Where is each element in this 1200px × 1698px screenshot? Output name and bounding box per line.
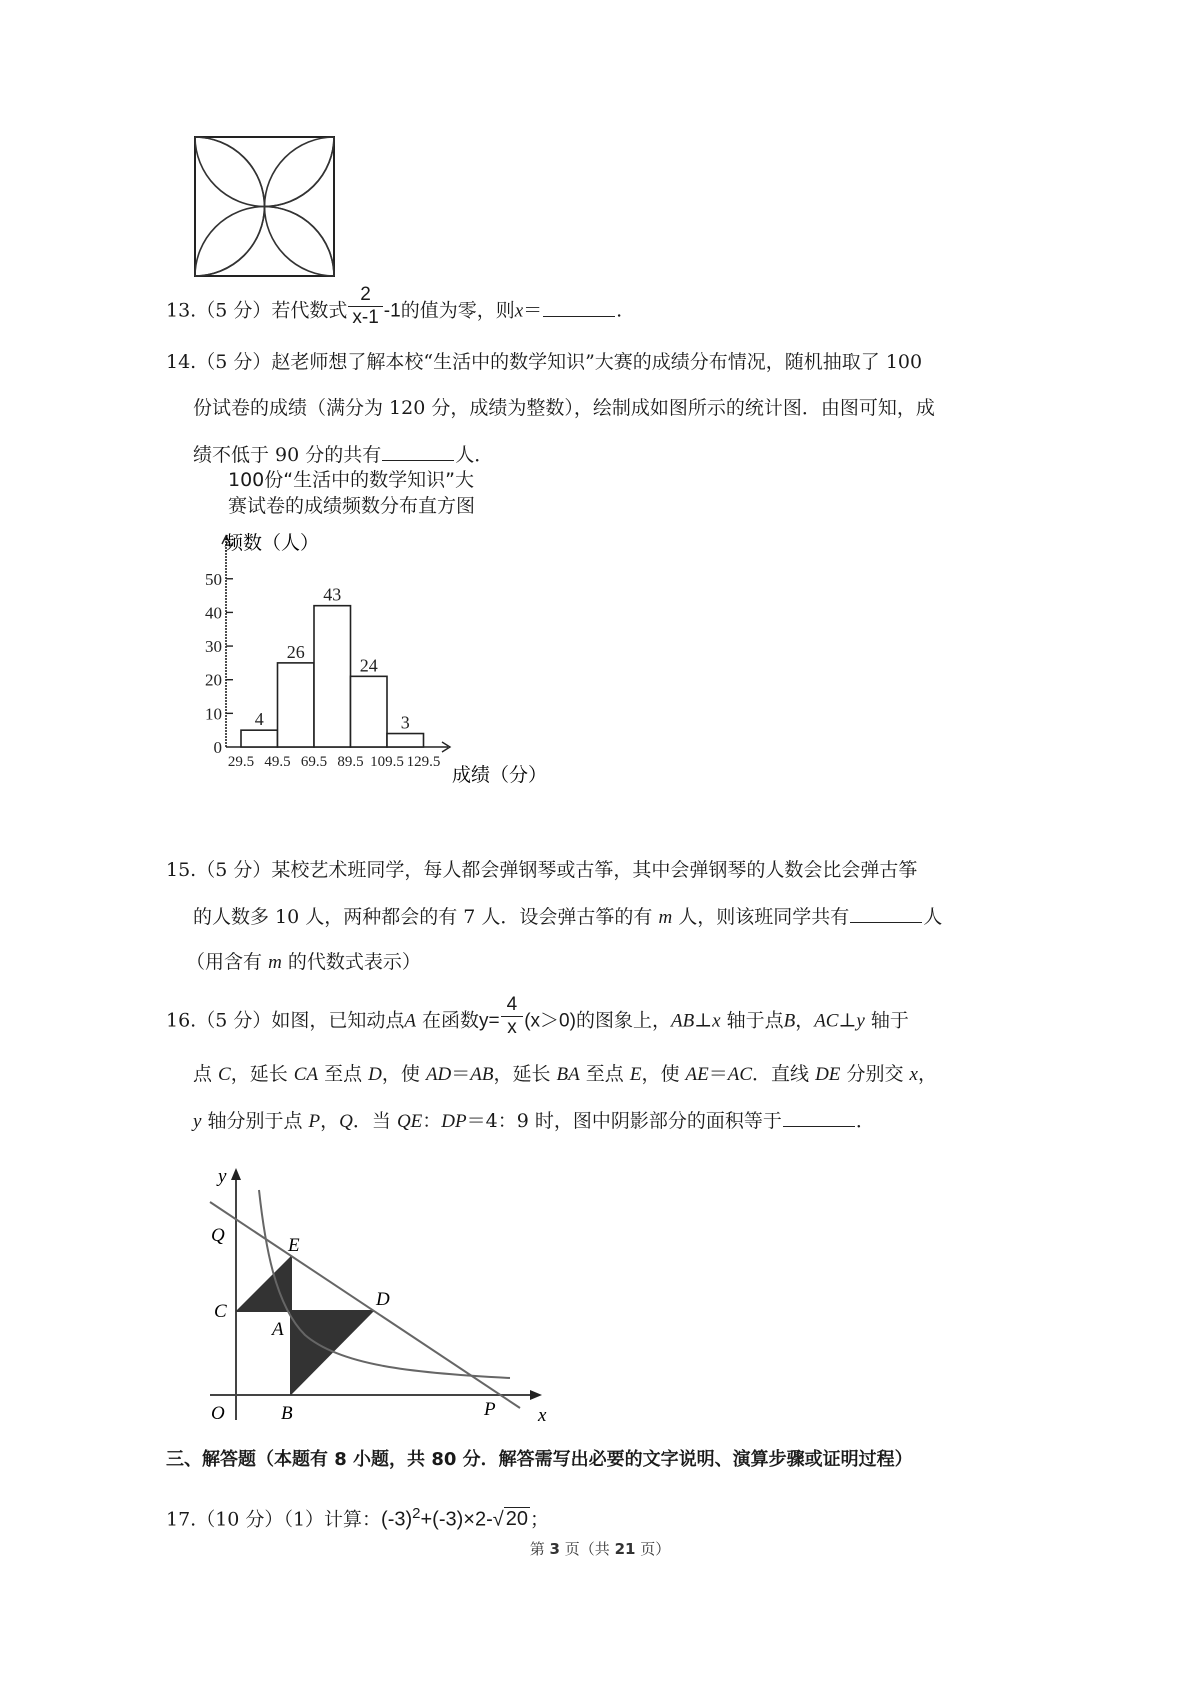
q14-answer-blank[interactable] [382, 442, 454, 461]
q13-number: 13. [166, 299, 197, 322]
label-y: y [218, 1166, 227, 1187]
question-16-line-2 [193, 1062, 937, 1087]
y-tick-label: 30 [205, 637, 222, 657]
q16-text-segment: ＝ [451, 1063, 471, 1085]
histogram-bar [314, 606, 351, 747]
histogram-bar [351, 676, 388, 747]
q16-text-segment: AB [470, 1064, 494, 1085]
q16-l1-i: ， [795, 1009, 815, 1032]
q13-end: . [616, 299, 623, 322]
q16-geometry-figure [190, 1165, 560, 1435]
bar-value-label: 24 [359, 655, 378, 676]
q16-func-cond: (x＞0) [524, 1010, 576, 1032]
q15-line2-a: 的人数多 10 人，两种都会的有 7 人．设会弹古筝的有 [193, 906, 653, 928]
x-tick-label: 29.5 [227, 754, 255, 770]
q17-number: 17. [166, 1508, 197, 1531]
petal-arc [195, 137, 265, 207]
q14-line2: 份试卷的成绩（满分为 120 分，成绩为整数），绘制成如图所示的统计图．由图可知，成 [193, 397, 935, 419]
q16-text-segment: 至点 [579, 1063, 630, 1085]
section-3-title-text: 三、解答题（本题有 8 小题，共 80 分．解答需写出必要的文字说明、演算步骤或证明过程） [166, 1449, 913, 1470]
footer-suffix: 页） [640, 1540, 671, 1558]
chart-title-line-1: 100份“生活中的数学知识”大 [228, 469, 474, 491]
label-p: P [484, 1399, 496, 1420]
petal-arc [265, 137, 335, 207]
q13-score: （5 分） [196, 299, 272, 322]
q16-text-segment: AE [685, 1064, 709, 1085]
petal-arc [195, 137, 265, 207]
footer-total: 21 [614, 1540, 636, 1558]
q16-text-segment: DP [441, 1111, 467, 1132]
q16-l1-g: 轴于点 [726, 1009, 784, 1032]
q16-point-a: A [404, 1010, 416, 1032]
q15-var-m: m [658, 907, 673, 928]
y-tick-label: 0 [213, 738, 222, 757]
question-14-line-1 [166, 350, 922, 374]
q15-line3-a: （用含有 [186, 951, 263, 973]
petal-arc [265, 207, 335, 277]
q16-text-segment: C [218, 1064, 231, 1085]
petal-square-figure [194, 136, 336, 278]
chart-title-line-2: 赛试卷的成绩频数分布直方图 [228, 495, 476, 517]
q13-eq: ＝ [523, 299, 543, 322]
label-x: x [538, 1405, 547, 1426]
q16-text-segment: ．直线 [752, 1063, 816, 1085]
q14-number: 14. [166, 351, 197, 373]
footer-prefix: 第 [529, 1540, 545, 1558]
question-15-line-2 [193, 904, 942, 930]
q16-l1-e: ⊥ [694, 1009, 713, 1032]
page-footer [0, 1538, 1200, 1559]
q15-score: （5 分） [196, 859, 272, 881]
q16-l1-l: y [856, 1010, 865, 1032]
q16-text-segment: AD [425, 1064, 452, 1085]
q16-func-den: x [507, 1017, 517, 1038]
q13-answer-blank[interactable] [543, 298, 615, 317]
y-axis-label: 频数（人） [224, 533, 320, 554]
q16-l1-a: 如图，已知动点 [271, 1009, 405, 1032]
label-q: Q [211, 1225, 225, 1246]
q16-text-segment: ： [422, 1110, 442, 1132]
petal-arc [265, 137, 335, 207]
bar-value-label: 43 [323, 584, 342, 605]
q17-expr-a: (-3) [381, 1508, 413, 1531]
q17-expr-end: ； [529, 1508, 549, 1531]
label-e: E [288, 1235, 300, 1256]
q15-line1: 某校艺术班同学，每人都会弹钢琴或古筝，其中会弹钢琴的人数会比会弹古筝 [271, 859, 918, 881]
q13-text-before: 若代数式 [271, 299, 348, 322]
q16-l1-c: 的图象上， [575, 1009, 671, 1032]
q16-text-segment: 点 [193, 1063, 219, 1085]
x-axis-label: 成绩（分） [452, 765, 548, 786]
q14-line3-after: 人． [455, 444, 494, 466]
label-a: A [272, 1319, 284, 1340]
x-axis-arrow-icon [530, 1390, 542, 1400]
q16-number: 16. [166, 1009, 197, 1032]
q15-line3-b: 的代数式表示） [287, 951, 421, 973]
x-tick-label: 89.5 [337, 754, 364, 770]
q16-text-segment: DE [815, 1064, 841, 1085]
q16-text-segment: ＝ [708, 1063, 728, 1085]
label-c: C [214, 1301, 227, 1322]
shaded-triangle-abd [291, 1311, 374, 1395]
q16-text-segment: ．当 [352, 1110, 397, 1132]
q13-frac-den: x-1 [352, 307, 379, 328]
q13-minus-one: -1 [383, 300, 401, 322]
y-tick-label: 20 [205, 670, 222, 690]
y-tick-label: 50 [205, 569, 222, 589]
question-15-line-3 [186, 950, 421, 975]
q13-var: x [514, 300, 524, 322]
q15-number: 15. [166, 859, 197, 881]
q16-func-fraction [501, 994, 524, 1039]
q16-func-num: 4 [501, 994, 524, 1017]
x-tick-label: 129.5 [406, 754, 441, 770]
question-17 [166, 1502, 549, 1531]
q16-text-segment: BA [556, 1064, 580, 1085]
q16-text-segment: ， [917, 1063, 937, 1085]
q16-l1-f: x [712, 1010, 721, 1032]
q16-text-segment: AC [727, 1064, 753, 1085]
histogram-bar [241, 730, 278, 747]
x-tick-label: 109.5 [370, 754, 404, 770]
q16-text-segment: D [368, 1064, 382, 1085]
y-tick-label: 10 [205, 704, 222, 724]
q16-text-segment: 至点 [318, 1063, 369, 1085]
petal-arc [265, 207, 335, 277]
q17-expr-b: +(-3)×2- [420, 1508, 493, 1531]
section-3-title [166, 1448, 913, 1472]
q16-text-segment: x [909, 1064, 918, 1085]
q15-line2-c: 人 [923, 906, 943, 928]
q16-text-segment: y [193, 1111, 202, 1132]
q16-l1-h: B [783, 1010, 796, 1032]
petal-arc [195, 207, 265, 277]
q17-expr-exp: 2 [412, 1505, 421, 1522]
q17-score: （10 分） [196, 1508, 284, 1531]
question-14-line-3 [193, 442, 493, 467]
q16-text-segment: ＝4：9 时，图中阴影部分的面积等于 [466, 1110, 782, 1132]
y-axis-arrow-icon [231, 1168, 241, 1180]
q16-answer-blank[interactable] [783, 1108, 855, 1127]
q17-part: （1）计算： [283, 1508, 382, 1531]
q16-text-segment: CA [293, 1064, 319, 1085]
q16-text-segment: QE [396, 1111, 423, 1132]
q16-text-segment: 轴分别于点 [201, 1110, 309, 1132]
q15-answer-blank[interactable] [850, 904, 922, 923]
label-d: D [376, 1289, 390, 1310]
q16-text-segment: ，延长 [230, 1063, 294, 1085]
q13-fraction [348, 284, 382, 329]
question-15-line-1 [166, 858, 917, 882]
q13-text-after: 的值为零，则 [400, 299, 515, 322]
q16-text-segment: 分别交 [840, 1063, 910, 1085]
footer-mid: 页（共 [564, 1540, 610, 1558]
q14-line1: 赵老师想了解本校“生活中的数学知识”大赛的成绩分布情况，随机抽取了 100 [271, 351, 923, 373]
histogram-bar [387, 734, 424, 747]
q16-l1-j: AC [814, 1010, 839, 1032]
y-tick-label: 40 [205, 603, 222, 623]
q16-text-segment: ，使 [381, 1063, 426, 1085]
bar-value-label: 26 [286, 641, 305, 662]
question-13 [166, 284, 623, 329]
q16-score: （5 分） [196, 1009, 272, 1032]
q13-frac-num: 2 [348, 284, 382, 307]
q16-line3-end: ． [855, 1110, 875, 1132]
label-o: O [211, 1403, 225, 1424]
q16-text-segment: E [629, 1064, 642, 1085]
q16-text-segment: ，延长 [493, 1063, 557, 1085]
footer-page: 3 [549, 1540, 560, 1558]
q14-score: （5 分） [196, 351, 272, 373]
q16-l1-b: 在函数 [422, 1009, 480, 1032]
q16-l1-k: ⊥ [838, 1009, 857, 1032]
q16-l1-m: 轴于 [870, 1009, 909, 1032]
label-b: B [281, 1403, 293, 1424]
question-16-line-3 [193, 1108, 875, 1134]
petal-arc [195, 207, 265, 277]
x-tick-label: 69.5 [300, 754, 328, 770]
q15-var-m-2: m [268, 952, 282, 973]
question-14-line-2 [193, 396, 935, 420]
q16-func-y: y= [479, 1010, 500, 1032]
q14-line3-before: 绩不低于 90 分的共有 [193, 444, 382, 466]
sqrt-icon: √ [492, 1508, 504, 1531]
x-tick-label: 49.5 [264, 754, 291, 770]
question-16-line-1 [166, 994, 909, 1039]
q16-text-segment: ，使 [641, 1063, 686, 1085]
histogram-bar [278, 663, 315, 747]
bar-value-label: 3 [400, 712, 410, 733]
q17-expr-sqrt: 20 [505, 1508, 528, 1531]
histogram-chart [190, 525, 570, 790]
q16-text-segment: Q [339, 1111, 353, 1132]
q16-text-segment: P [308, 1111, 321, 1132]
bar-value-label: 4 [254, 709, 264, 730]
q16-l1-d: AB [670, 1010, 695, 1032]
q16-text-segment: ， [320, 1110, 340, 1132]
q15-line2-b: 人，则该班同学共有 [678, 906, 850, 928]
